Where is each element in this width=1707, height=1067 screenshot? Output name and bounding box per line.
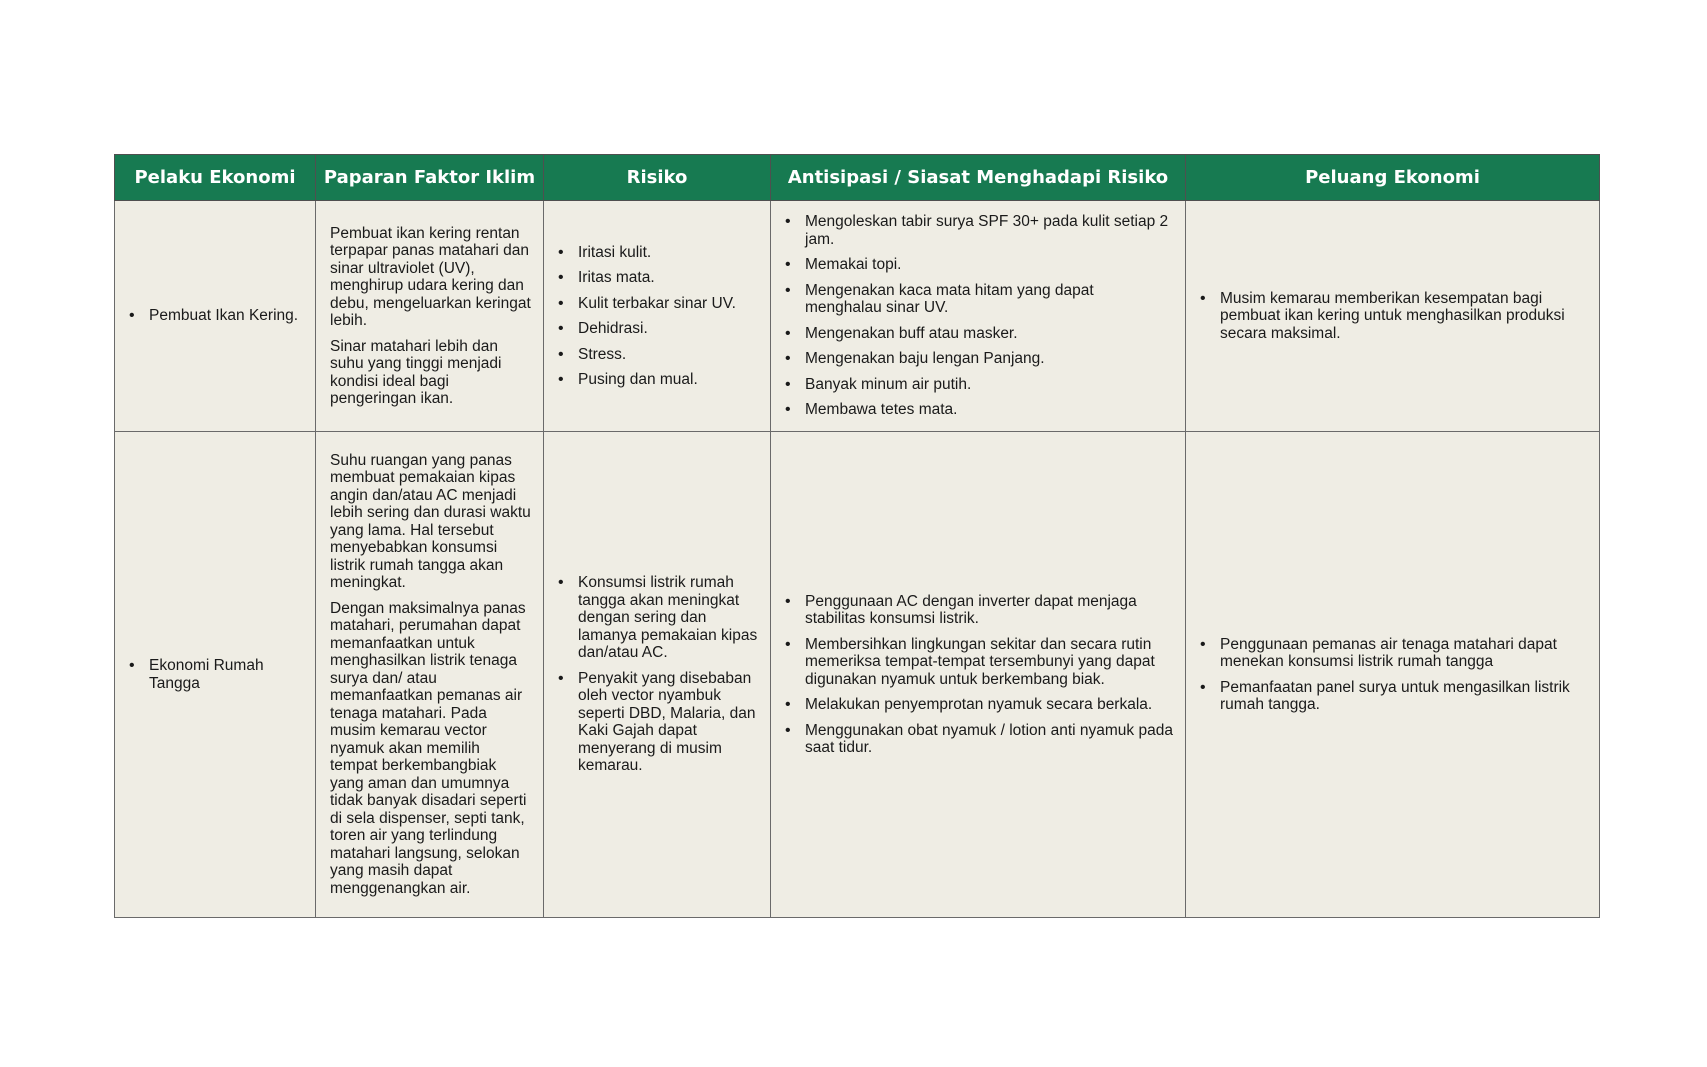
actor-cell bbox=[115, 432, 316, 918]
actor-list bbox=[129, 657, 303, 692]
header-pelaku-ekonomi: Pelaku Ekonomi bbox=[115, 155, 316, 201]
list-item: • Pembuat Ikan Kering. bbox=[149, 307, 303, 325]
list-item: • Penggunaan AC dengan inverter dapat menjaga stabilitas konsumsi listrik. bbox=[805, 593, 1173, 628]
anticipation-list bbox=[785, 593, 1173, 757]
list-item: • Konsumsi listrik rumah tangga akan meningkat dengan sering dan lamanya pemakaian kipas dan/atau AC. bbox=[578, 574, 758, 662]
list-item: • Ekonomi Rumah Tangga bbox=[149, 657, 303, 692]
list-item: • Iritas mata. bbox=[578, 269, 758, 287]
opportunity-list bbox=[1200, 636, 1587, 714]
risk-cell bbox=[544, 201, 771, 432]
table-row bbox=[115, 432, 1600, 918]
anticipation-cell bbox=[771, 432, 1186, 918]
exposure-paragraph: Pembuat ikan kering rentan terpapar panas matahari dan sinar ultraviolet (UV), menghirup udara kering dan debu, mengeluarkan keringat lebih. bbox=[330, 224, 531, 329]
list-item: • Menggunakan obat nyamuk / lotion anti nyamuk pada saat tidur. bbox=[805, 722, 1173, 757]
list-item: • Memakai topi. bbox=[805, 256, 1173, 274]
list-item: • Penggunaan pemanas air tenaga matahari dapat menekan konsumsi listrik rumah tangga bbox=[1220, 636, 1587, 671]
exposure-cell bbox=[316, 201, 544, 432]
header-peluang-ekonomi: Peluang Ekonomi bbox=[1186, 155, 1600, 201]
list-item: • Banyak minum air putih. bbox=[805, 376, 1173, 394]
risk-list bbox=[558, 244, 758, 389]
list-item: • Membersihkan lingkungan sekitar dan secara rutin memeriksa tempat-tempat tersembunyi yang dapat digunakan nyamuk untuk berkembang biak. bbox=[805, 636, 1173, 689]
list-item: • Mengenakan baju lengan Panjang. bbox=[805, 350, 1173, 368]
risk-list bbox=[558, 574, 758, 775]
list-item: • Pemanfaatan panel surya untuk mengasilkan listrik rumah tangga. bbox=[1220, 679, 1587, 714]
anticipation-list bbox=[785, 213, 1173, 419]
list-item: • Stress. bbox=[578, 346, 758, 364]
exposure-paragraph: Suhu ruangan yang panas membuat pemakaian kipas angin dan/atau AC menjadi lebih sering dan durasi waktu yang lama. Hal tersebut menyebabkan konsumsi listrik rumah tangga akan meningkat. bbox=[330, 451, 531, 592]
header-paparan-faktor-iklim: Paparan Faktor Iklim bbox=[316, 155, 544, 201]
actor-cell bbox=[115, 201, 316, 432]
opportunity-list bbox=[1200, 290, 1587, 343]
list-item: • Mengenakan kaca mata hitam yang dapat menghalau sinar UV. bbox=[805, 282, 1173, 317]
exposure-paragraph: Dengan maksimalnya panas matahari, perumahan dapat memanfaatkan untuk menghasilkan listrik tenaga surya dan/ atau memanfaatkan pemanas air tenaga matahari. Pada musim kemarau vector nyamuk akan memilih tempat berkembangbiak yang aman dan umumnya tidak banyak disadari seperti di sela dispenser, septi tank, toren air yang terlindung matahari langsung, selokan yang masih dapat menggenangkan air. bbox=[330, 599, 527, 897]
climate-risk-table-container bbox=[114, 154, 1599, 918]
header-antisipasi: Antisipasi / Siasat Menghadapi Risiko bbox=[771, 155, 1186, 201]
list-item: • Iritasi kulit. bbox=[578, 244, 758, 262]
climate-risk-table bbox=[114, 154, 1600, 918]
exposure-cell bbox=[316, 432, 544, 918]
table-header-row bbox=[115, 155, 1600, 201]
list-item: • Musim kemarau memberikan kesempatan bagi pembuat ikan kering untuk menghasilkan produksi secara maksimal. bbox=[1220, 290, 1587, 343]
risk-cell bbox=[544, 432, 771, 918]
exposure-paragraph: Sinar matahari lebih dan suhu yang tinggi menjadi kondisi ideal bagi pengeringan ikan. bbox=[330, 337, 502, 407]
list-item: • Membawa tetes mata. bbox=[805, 401, 1173, 419]
opportunity-cell bbox=[1186, 201, 1600, 432]
list-item: • Pusing dan mual. bbox=[578, 371, 758, 389]
opportunity-cell bbox=[1186, 432, 1600, 918]
list-item: • Penyakit yang disebaban oleh vector nyambuk seperti DBD, Malaria, dan Kaki Gajah dapat menyerang di musim kemarau. bbox=[578, 670, 758, 775]
table-row bbox=[115, 201, 1600, 432]
list-item: • Melakukan penyemprotan nyamuk secara berkala. bbox=[805, 696, 1173, 714]
header-risiko: Risiko bbox=[544, 155, 771, 201]
list-item: • Mengoleskan tabir surya SPF 30+ pada kulit setiap 2 jam. bbox=[805, 213, 1173, 248]
anticipation-cell bbox=[771, 201, 1186, 432]
list-item: • Mengenakan buff atau masker. bbox=[805, 325, 1173, 343]
list-item: • Dehidrasi. bbox=[578, 320, 758, 338]
actor-list bbox=[129, 307, 303, 325]
list-item: • Kulit terbakar sinar UV. bbox=[578, 295, 758, 313]
